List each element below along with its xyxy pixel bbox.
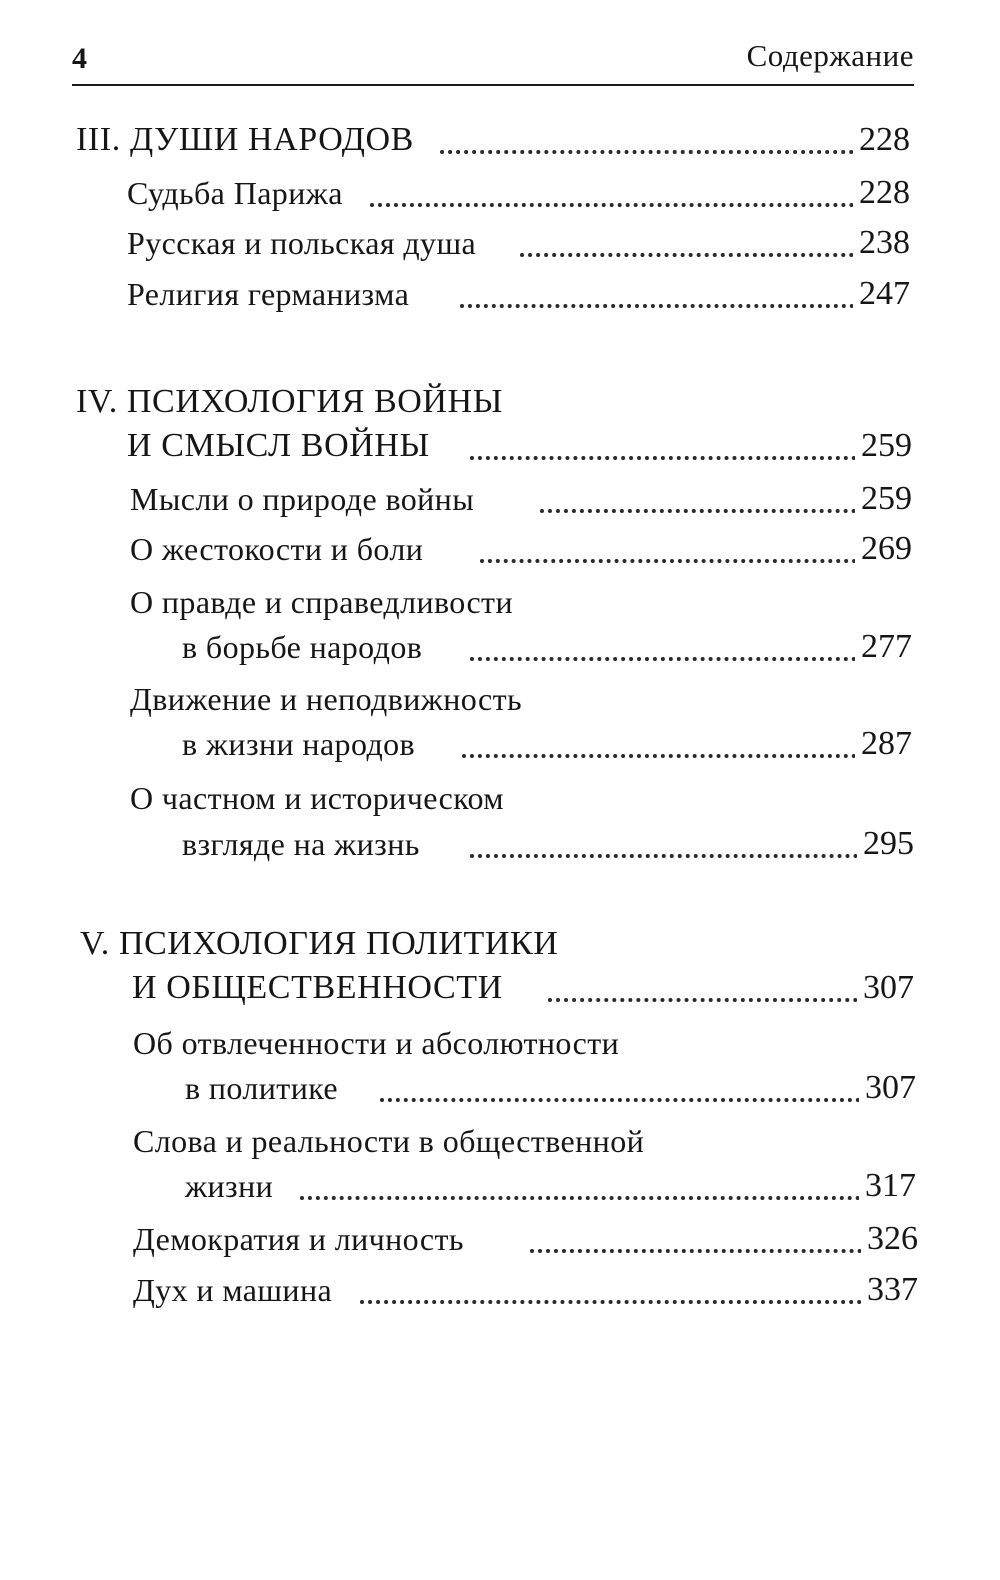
leader-dots — [470, 633, 912, 661]
entry-title: О частном и историческом — [130, 776, 510, 820]
toc-entry-line2 — [0, 1164, 1000, 1208]
toc-part-heading-line1 — [0, 922, 1000, 966]
part-title: IV. ПСИХОЛОГИЯ ВОЙНЫ — [76, 380, 509, 424]
page-ref: 238 — [853, 221, 910, 265]
entry-title: О правде и справедливости — [130, 580, 519, 624]
entry-title-continued: жизни — [185, 1164, 279, 1208]
running-head — [72, 34, 914, 86]
toc-entry — [0, 272, 1000, 316]
part-title: V. ПСИХОЛОГИЯ ПОЛИТИКИ — [80, 922, 564, 966]
toc-entry-line1 — [0, 677, 1000, 721]
page-ref: 295 — [857, 822, 914, 866]
page-ref: 269 — [855, 527, 912, 571]
leader-dots — [530, 1225, 918, 1253]
leader-dots — [380, 1074, 916, 1102]
toc-part-heading — [0, 118, 1000, 162]
leader-dots — [460, 280, 910, 308]
entry-title-continued: в политике — [185, 1066, 344, 1110]
toc-part-heading-line2 — [0, 966, 1000, 1010]
toc-entry-line1 — [0, 776, 1000, 820]
leader-dots — [470, 432, 912, 460]
leader-dots — [370, 179, 910, 207]
entry-title: Судьба Парижа — [127, 171, 349, 215]
toc-part-heading-line2 — [0, 424, 1000, 468]
entry-title: Слова и реальности в общественной — [133, 1119, 650, 1163]
part-title-continued: И ОБЩЕСТВЕННОСТИ — [132, 966, 509, 1010]
part-title: III. ДУШИ НАРОДОВ — [76, 118, 420, 162]
entry-title: Мысли о природе войны — [130, 477, 480, 521]
entry-title: Русская и польская душа — [127, 221, 482, 265]
toc-entry-line2 — [0, 722, 1000, 766]
toc-entry-line1 — [0, 580, 1000, 624]
toc-entry — [0, 527, 1000, 571]
toc-entry-line2 — [0, 822, 1000, 866]
entry-title: Демократия и личность — [133, 1217, 470, 1261]
page-ref: 277 — [855, 625, 912, 669]
entry-title: О жестокости и боли — [130, 527, 429, 571]
entry-title: Религия германизма — [127, 272, 415, 316]
page-ref: 337 — [861, 1268, 918, 1312]
leader-dots — [360, 1276, 918, 1304]
page-ref: 287 — [855, 722, 912, 766]
entry-title-continued: взгляде на жизнь — [182, 822, 426, 866]
leader-dots — [470, 830, 914, 858]
entry-title: Движение и неподвижность — [130, 677, 528, 721]
toc-entry-line1 — [0, 1119, 1000, 1163]
entry-title: Об отвлеченности и абсолютности — [133, 1021, 625, 1065]
toc-part-heading-line1 — [0, 380, 1000, 424]
page-ref: 317 — [859, 1164, 916, 1208]
toc-entry — [0, 1268, 1000, 1312]
page-number: 4 — [72, 42, 87, 75]
leader-dots — [440, 126, 910, 154]
page-ref: 247 — [853, 272, 910, 316]
toc-entry — [0, 171, 1000, 215]
leader-dots — [300, 1172, 916, 1200]
entry-title-continued: в жизни народов — [182, 722, 421, 766]
entry-title-continued: в борьбе народов — [182, 625, 428, 669]
entry-title: Дух и машина — [133, 1268, 338, 1312]
toc-entry-line1 — [0, 1021, 1000, 1065]
leader-dots — [480, 535, 912, 563]
page-ref: 228 — [853, 171, 910, 215]
running-head-title: Содержание — [746, 38, 914, 73]
toc-entry — [0, 477, 1000, 521]
page-ref: 307 — [859, 1066, 916, 1110]
page-ref: 228 — [853, 118, 910, 162]
part-title-continued: И СМЫСЛ ВОЙНЫ — [127, 424, 436, 468]
leader-dots — [462, 730, 912, 758]
page-ref: 307 — [857, 966, 914, 1010]
toc-entry — [0, 1217, 1000, 1261]
page-ref: 259 — [855, 477, 912, 521]
toc-entry-line2 — [0, 625, 1000, 669]
page-ref: 259 — [855, 424, 912, 468]
page-ref: 326 — [861, 1217, 918, 1261]
leader-dots — [520, 229, 910, 257]
toc-entry-line2 — [0, 1066, 1000, 1110]
toc-entry — [0, 221, 1000, 265]
